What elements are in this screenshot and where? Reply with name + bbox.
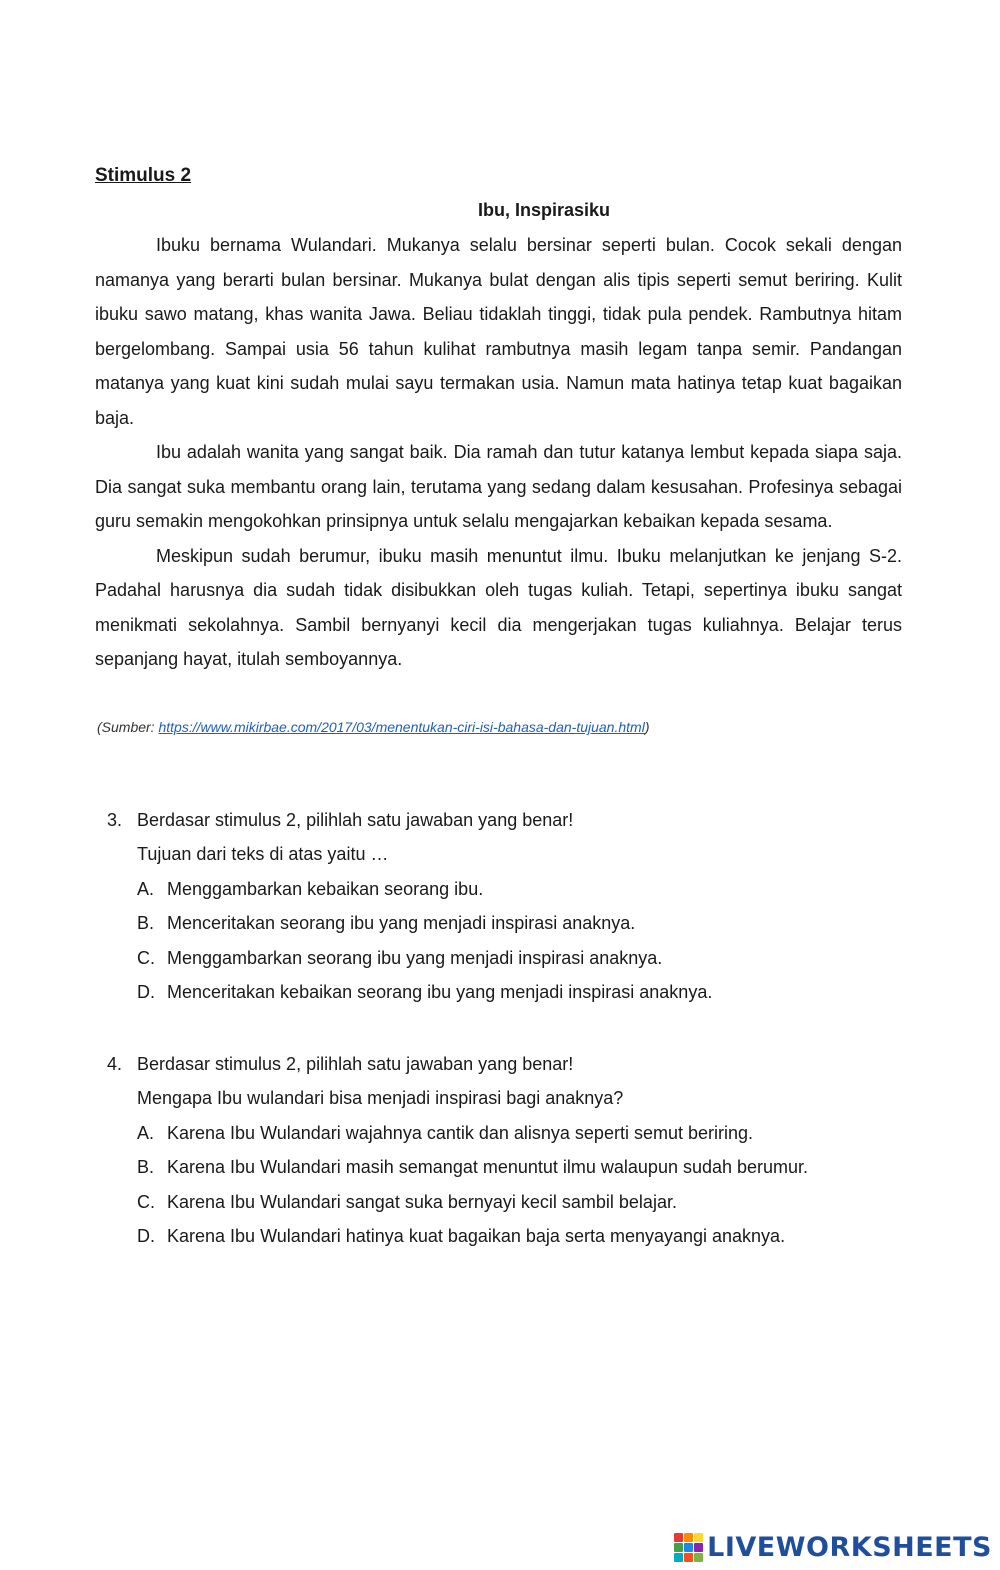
logo-tile [694,1553,703,1562]
logo-tile [674,1543,683,1552]
logo-tile [674,1553,683,1562]
option-letter: D. [137,1226,155,1247]
question-number: 4. [107,1053,123,1074]
question-number: 3. [107,809,123,830]
liveworksheets-logo-icon [674,1533,703,1562]
story-paragraph-2: Ibu adalah wanita yang sangat baik. Dia ramah dan tutur katanya lembut kepada siapa saja. Dia sangat suka membantu orang lain, terutama yang sedang dalam kesusahan. Profesinya sebagai guru semakin mengokohkan prinsipnya untuk selalu mengajarkan kebaikan kepada sesama. [95,442,902,531]
option-letter: B. [137,913,155,934]
liveworksheets-brand[interactable] [674,1532,992,1563]
source-citation [97,719,649,735]
option-letter: D. [137,982,155,1003]
option-letter: C. [137,947,155,968]
source-link[interactable]: https://www.mikirbae.com/2017/03/menentukan-ciri-isi-bahasa-dan-tujuan.html [158,719,645,735]
option-text: Menceritakan seorang ibu yang menjadi inspirasi anaknya. [167,913,636,934]
source-prefix: (Sumber: [97,719,159,735]
brand-text: LIVEWORKSHEETS [707,1532,992,1563]
option-c[interactable] [107,941,927,976]
story-body [95,228,902,677]
option-b[interactable] [107,1151,927,1186]
story-paragraph-1: Ibuku bernama Wulandari. Mukanya selalu bersinar seperti bulan. Cocok sekali dengan namanya yang berarti bulan bersinar. Mukanya bulat dengan alis tipis seperti semut beriring. Kulit ibuku sawo matang, khas wanita Jawa. Beliau tidaklah tinggi, tidak pula pendek. Rambutnya hitam bergelombang. Sampai usia 56 tahun kulihat rambutnya masih legam tanpa semir. Pandangan matanya yang kuat kini sudah mulai sayu termakan usia. Namun mata hatinya tetap kuat bagaikan baja. [95,235,902,428]
source-suffix: ) [644,719,650,735]
option-d[interactable] [107,976,927,1011]
option-text: Karena Ibu Wulandari masih semangat menuntut ilmu walaupun sudah berumur. [167,1157,809,1178]
option-a[interactable] [107,872,927,907]
option-letter: B. [137,1157,155,1178]
option-d[interactable] [107,1220,927,1255]
logo-tile [684,1533,693,1542]
question-instruction: Berdasar stimulus 2, pilihlah satu jawaban yang benar! [137,1053,574,1074]
option-text: Menggambarkan seorang ibu yang menjadi inspirasi anaknya. [167,947,663,968]
logo-tile [684,1553,693,1562]
question-4 [107,1047,927,1254]
option-a[interactable] [107,1116,927,1151]
story-paragraph-3: Meskipun sudah berumur, ibuku masih menuntut ilmu. Ibuku melanjutkan ke jenjang S-2. Padahal harusnya dia sudah tidak disibukkan oleh tugas kuliah. Tetapi, sepertinya ibuku sangat menikmati sekolahnya. Sambil bernyanyi kecil dia mengerjakan tugas kuliahnya. Belajar terus sepanjang hayat, itulah semboyannya. [95,545,902,669]
option-letter: C. [137,1191,155,1212]
story-title: Ibu, Inspirasiku [477,200,611,220]
stimulus-label: Stimulus 2 [95,165,192,186]
option-text: Menceritakan kebaikan seorang ibu yang menjadi inspirasi anaknya. [167,982,713,1003]
option-text: Karena Ibu Wulandari hatinya kuat bagaikan baja serta menyayangi anaknya. [167,1226,786,1247]
question-instruction: Berdasar stimulus 2, pilihlah satu jawaban yang benar! [137,809,574,830]
option-b[interactable] [107,907,927,942]
option-c[interactable] [107,1185,927,1220]
option-letter: A. [137,1122,155,1143]
logo-tile [684,1543,693,1552]
option-text: Karena Ibu Wulandari sangat suka bernyayi kecil sambil belajar. [167,1191,677,1212]
question-prompt: Tujuan dari teks di atas yaitu … [137,844,389,865]
question-3 [107,803,927,1010]
option-text: Karena Ibu Wulandari wajahnya cantik dan alisnya seperti semut beriring. [167,1122,753,1143]
logo-tile [694,1543,703,1552]
option-letter: A. [137,878,155,899]
logo-tile [694,1533,703,1542]
logo-tile [674,1533,683,1542]
question-prompt: Mengapa Ibu wulandari bisa menjadi inspirasi bagi anaknya? [137,1088,624,1109]
option-text: Menggambarkan kebaikan seorang ibu. [167,878,484,899]
